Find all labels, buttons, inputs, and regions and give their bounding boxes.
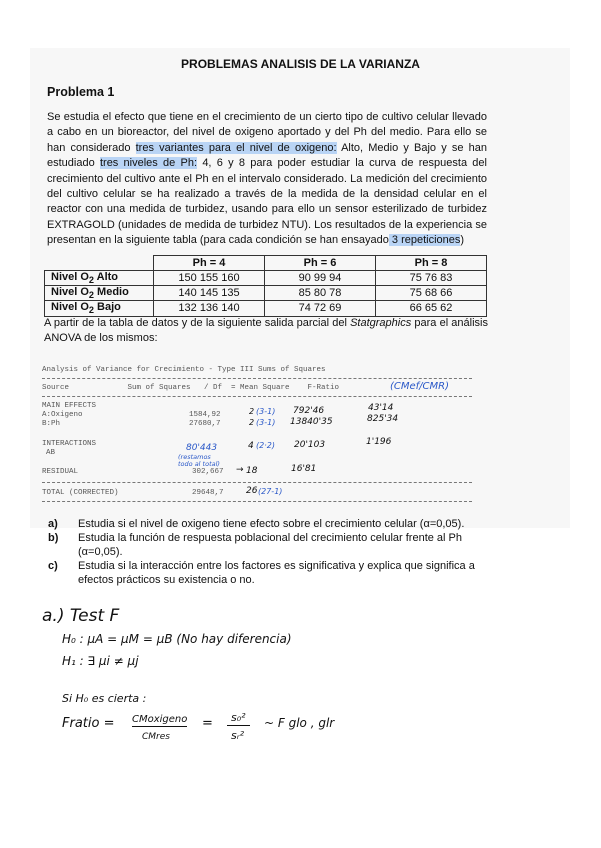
cell-ph8: 66 65 62: [376, 301, 487, 316]
row-label-sub: 2: [88, 290, 94, 301]
hand-frac2-num: s₀²: [227, 711, 250, 726]
hand-equals: =: [202, 716, 213, 731]
anova-divider: [42, 396, 472, 397]
intro-software: Statgraphics: [350, 317, 412, 329]
question-key: c): [48, 560, 58, 572]
problem-statement: [47, 110, 487, 249]
anova-res-df: 18: [246, 466, 258, 476]
anova-a-df: 2: [249, 407, 255, 416]
anova-divider: [42, 501, 472, 502]
anova-a-ms: 792'46: [293, 406, 325, 416]
hand-frac2-den: sᵣ²: [231, 729, 244, 742]
hand-h1: H₁ : ∃ μi ≠ μj: [62, 654, 139, 668]
problem-heading: Problema 1: [47, 85, 115, 99]
question-b: [48, 531, 488, 559]
intro-text-1: A partir de la tabla de datos y de la siguiente salida parcial del: [44, 317, 351, 329]
empty-corner: [45, 256, 154, 271]
row-label-text: Nivel O: [51, 271, 89, 283]
hand-fratio-label: Fratio =: [62, 716, 115, 731]
hand-h0: H₀ : μA = μM = μB (No hay diferencia): [62, 632, 292, 646]
anova-total-ss: 29648,7: [192, 489, 224, 497]
anova-title: Analysis of Variance for Crecimiento - Type III Sums of Squares: [42, 366, 326, 374]
anova-ab-label: AB: [46, 449, 56, 457]
anova-intro: [44, 316, 488, 346]
hand-frac1-num: CMoxigeno: [132, 714, 188, 725]
cell-ph8: 75 68 66: [376, 286, 487, 301]
anova-a-ss: 1584,92: [189, 411, 221, 419]
anova-divider: [42, 482, 472, 483]
question-key: b): [48, 532, 59, 544]
anova-main-effects: MAIN EFFECTS: [42, 402, 97, 410]
anova-b-df: 2: [249, 418, 255, 427]
row-label-suffix: Medio: [94, 286, 129, 299]
question-text: Estudia si la interacción entre los factores es significativa y explica que significa a efectos prácticos su existencia o no.: [78, 560, 475, 586]
anova-ab-hand-note: (restamos todo al total): [178, 453, 220, 468]
table-row: [45, 286, 487, 301]
row-label: [45, 301, 154, 316]
hand-frac1-den: CMres: [142, 732, 170, 742]
anova-a-f: 43'14: [368, 403, 394, 413]
anova-header: Source Sum of Squares / Df = Mean Square F-Ratio: [42, 384, 340, 392]
anova-ab-ss-note: 80'443: [186, 443, 218, 453]
question-text: Estudia la función de respuesta poblacional del crecimiento celular frente al Ph (α=0,05).: [78, 532, 463, 558]
statement-text-2: Alto, Medio y Bajo y se han estudiado: [47, 141, 487, 170]
row-label-suffix: Bajo: [94, 301, 121, 314]
row-label-sub: 2: [88, 275, 94, 286]
row-label-text: Nivel O: [51, 301, 89, 314]
anova-b-label: B:Ph: [42, 420, 61, 428]
anova-ab-df-note: (2·2): [256, 441, 275, 450]
anova-total-df: 26: [246, 486, 258, 496]
anova-a-label: A:Oxigeno: [42, 411, 83, 419]
table-row: [45, 301, 487, 316]
cell-ph6: 90 99 94: [265, 271, 376, 286]
highlight-oxygen-levels: tres variantes para el nivel de oxigeno:: [135, 141, 337, 154]
anova-res-ss: 302,667: [192, 468, 224, 476]
anova-total-df-note: (27-1): [258, 487, 283, 496]
cell-ph6: 85 80 78: [265, 286, 376, 301]
anova-a-df-note: (3-1): [256, 407, 276, 416]
hand-if-true: Si H₀ es cierta :: [62, 692, 147, 705]
anova-residual: RESIDUAL: [42, 468, 79, 476]
row-label: [45, 286, 154, 301]
document-title: PROBLEMAS ANALISIS DE LA VARIANZA: [181, 57, 420, 71]
anova-res-ms: 16'81: [291, 464, 317, 474]
hand-heading: a.) Test F: [42, 606, 120, 626]
data-table: [44, 255, 487, 317]
anova-ab-f: 1'196: [366, 437, 392, 447]
highlight-repetitions: 3 repeticiones: [388, 234, 461, 247]
anova-interactions: INTERACTIONS: [42, 440, 97, 448]
statement-text-4: ): [460, 234, 465, 247]
anova-ab-df: 4: [248, 441, 254, 451]
anova-b-f: 825'34: [367, 414, 399, 424]
col-header-ph8: Ph = 8: [376, 256, 487, 271]
anova-ab-ms: 20'103: [294, 440, 326, 450]
col-header-ph6: Ph = 6: [265, 256, 376, 271]
statement-text-1: Se estudia el efecto que tiene en el crecimiento de un cierto tipo de cultivo celular llevado a cabo en un bioreactor, del nivel de oxigeno aportado y del Ph del medio. Para ello se han considerado: [47, 111, 487, 154]
row-label-suffix: Alto: [94, 271, 119, 283]
cell-ph4: 150 155 160: [154, 271, 265, 286]
cell-ph8: 75 76 83: [376, 271, 487, 286]
anova-b-df-note: (3-1): [256, 418, 276, 427]
hand-distribution: ~ F glo , glr: [264, 716, 335, 730]
anova-total: TOTAL (CORRECTED): [42, 489, 119, 497]
anova-divider: [42, 378, 472, 379]
highlight-ph-levels: tres niveles de Ph:: [99, 157, 198, 170]
col-header-ph4: Ph = 4: [154, 256, 265, 271]
statement-text-3: 4, 6 y 8 para poder estudiar la curva de respuesta del crecimiento del cultivo ante el Ph en el intervalo considerado. La medición del crecimiento del cultivo celular se ha realizado a través de la medida de la densidad celular en el reactor con una medida de turbidez, usando para ello un sensor esterilizado de turbidez EXTRAGOLD (unidades de medida de turbidez NTU). Los resultados de la experiencia se presentan en la siguiente tabla (para cada condición se han ensayado: [47, 157, 487, 247]
question-text: Estudia si el nivel de oxigeno tiene efecto sobre el crecimiento celular (α=0,05).: [78, 518, 465, 530]
row-label: [45, 271, 154, 286]
anova-b-ms: 13840'35: [290, 417, 333, 427]
question-c: [48, 559, 488, 587]
intro-text-2: para el análisis ANOVA de los mismos:: [44, 317, 488, 344]
data-table-header-row: [45, 256, 487, 271]
cell-ph4: 140 145 135: [154, 286, 265, 301]
anova-b-ss: 27680,7: [189, 420, 221, 428]
table-row: [45, 271, 487, 286]
cell-ph4: 132 136 140: [154, 301, 265, 316]
row-label-text: Nivel O: [51, 286, 89, 299]
cell-ph6: 74 72 69: [265, 301, 376, 316]
row-label-sub: 2: [88, 305, 94, 316]
question-a: [48, 517, 488, 531]
anova-res-df-arrow-icon: →: [236, 465, 244, 475]
question-key: a): [48, 518, 58, 530]
anova-header-note: (CMef/CMR): [390, 381, 450, 392]
